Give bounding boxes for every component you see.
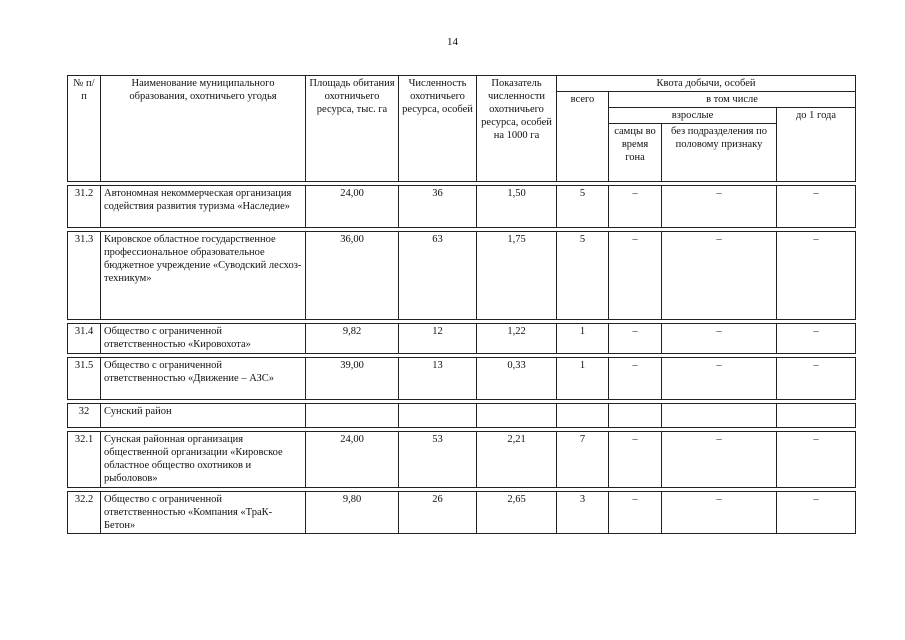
row-name: Автономная некоммерческая организация содействия развития туризма «Наследие»: [101, 186, 306, 228]
header-total: всего: [557, 92, 609, 182]
row-index: [477, 404, 557, 428]
row-males: –: [609, 324, 662, 354]
header-including: в том числе: [609, 92, 856, 108]
row-area: 24,00: [306, 186, 399, 228]
header-young: до 1 года: [777, 108, 856, 182]
header-index: Показатель численности охотничьего ресурса, особей на 1000 га: [477, 76, 557, 182]
table-row: [68, 492, 856, 534]
row-num: 31.5: [68, 358, 101, 400]
row-nosex: –: [662, 186, 777, 228]
row-num: 32: [68, 404, 101, 428]
row-num: 32.1: [68, 432, 101, 488]
row-name: Сунский район: [101, 404, 306, 428]
header-nosex: без подразделения по половому признаку: [662, 124, 777, 182]
row-count: 12: [399, 324, 477, 354]
row-name: Кировское областное государственное профессиональное образовательное бюджетное учреждение «Суводский лесхоз-техникум»: [101, 232, 306, 320]
row-total: [557, 404, 609, 428]
row-males: [609, 404, 662, 428]
header-area: Площадь обитания охотничьего ресурса, тыс. га: [306, 76, 399, 182]
table-row: [68, 432, 856, 488]
row-area: 9,82: [306, 324, 399, 354]
row-males: –: [609, 232, 662, 320]
row-name: Общество с ограниченной ответственностью «Кировохота»: [101, 324, 306, 354]
row-nosex: –: [662, 324, 777, 354]
row-young: –: [777, 492, 856, 534]
header-quota: Квота добычи, особей: [557, 76, 856, 92]
row-young: –: [777, 186, 856, 228]
row-young: [777, 404, 856, 428]
row-name: Общество с ограниченной ответственностью «Компания «ТраК-Бетон»: [101, 492, 306, 534]
header-males: самцы во время гона: [609, 124, 662, 182]
quota-table: [67, 75, 856, 534]
row-index: 2,65: [477, 492, 557, 534]
row-num: 32.2: [68, 492, 101, 534]
row-young: –: [777, 324, 856, 354]
row-num: 31.2: [68, 186, 101, 228]
row-index: 1,75: [477, 232, 557, 320]
row-area: 24,00: [306, 432, 399, 488]
row-area: [306, 404, 399, 428]
row-name: Общество с ограниченной ответственностью «Движение – АЗС»: [101, 358, 306, 400]
row-nosex: [662, 404, 777, 428]
row-count: 53: [399, 432, 477, 488]
row-young: –: [777, 432, 856, 488]
row-total: 3: [557, 492, 609, 534]
table-header: [68, 76, 856, 182]
row-total: 5: [557, 186, 609, 228]
table-row: [68, 358, 856, 400]
row-count: 26: [399, 492, 477, 534]
row-males: –: [609, 492, 662, 534]
row-nosex: –: [662, 432, 777, 488]
row-index: 1,50: [477, 186, 557, 228]
row-count: [399, 404, 477, 428]
header-num: № п/п: [68, 76, 101, 182]
table-body: [68, 182, 856, 534]
row-total: 5: [557, 232, 609, 320]
header-name: Наименование муниципального образования, охотничьего угодья: [101, 76, 306, 182]
row-males: –: [609, 358, 662, 400]
row-males: –: [609, 432, 662, 488]
row-area: 9,80: [306, 492, 399, 534]
header-adults: взрослые: [609, 108, 777, 124]
table-row: [68, 404, 856, 428]
row-area: 36,00: [306, 232, 399, 320]
row-young: –: [777, 358, 856, 400]
row-count: 13: [399, 358, 477, 400]
row-nosex: –: [662, 492, 777, 534]
table-row: [68, 232, 856, 320]
table-row: [68, 186, 856, 228]
row-total: 1: [557, 324, 609, 354]
row-males: –: [609, 186, 662, 228]
page-number: 14: [447, 36, 458, 48]
row-total: 7: [557, 432, 609, 488]
row-count: 63: [399, 232, 477, 320]
row-num: 31.3: [68, 232, 101, 320]
row-num: 31.4: [68, 324, 101, 354]
row-index: 1,22: [477, 324, 557, 354]
row-area: 39,00: [306, 358, 399, 400]
row-index: 2,21: [477, 432, 557, 488]
row-count: 36: [399, 186, 477, 228]
row-nosex: –: [662, 358, 777, 400]
row-index: 0,33: [477, 358, 557, 400]
row-total: 1: [557, 358, 609, 400]
row-nosex: –: [662, 232, 777, 320]
table-row: [68, 324, 856, 354]
header-count: Численность охотничьего ресурса, особей: [399, 76, 477, 182]
row-name: Сунская районная организация общественной организации «Кировское областное общество охотников и рыболовов»: [101, 432, 306, 488]
row-young: –: [777, 232, 856, 320]
